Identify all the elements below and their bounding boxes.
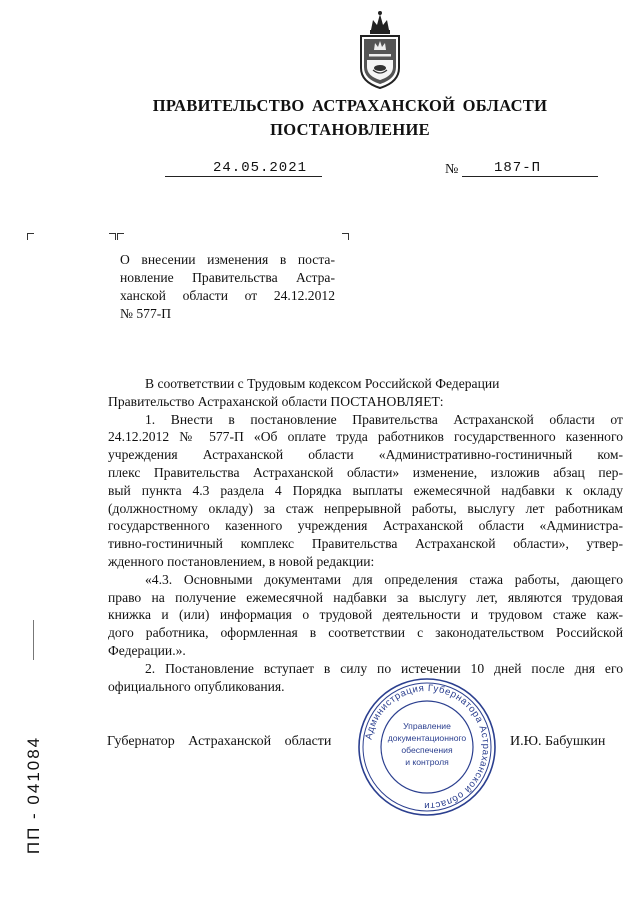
body-line: жденного постановлением, в новой редакции: — [108, 553, 375, 569]
date-underline — [165, 176, 322, 177]
subject-line: новление Правительства Астра- — [120, 270, 335, 285]
subject-line: ханской области от 24.12.2012 — [120, 288, 335, 303]
stamp-center-line: и контроля — [405, 757, 449, 767]
document-type-title: ПОСТАНОВЛЕНИЕ — [270, 120, 430, 139]
stamp-center-line: документационного — [387, 733, 467, 743]
body-line: тивно-гостиничный комплекс Правительства Астраханской области», утвер- — [108, 536, 623, 552]
subject-line: № 577-П — [120, 306, 172, 321]
document-body — [108, 375, 623, 695]
stamp-center-line: Управление — [403, 721, 451, 731]
document-date: 24.05.2021 — [213, 160, 308, 176]
body-line: 1. Внести в постановление Правительства Астраханской области от — [145, 411, 623, 427]
subject-line: О внесении изменения в поста- — [120, 252, 335, 267]
body-line: государственного казенного учреждения Астраханской области «Администра- — [108, 518, 623, 534]
document-subject — [120, 251, 335, 323]
body-line: вый пункта 4.3 раздела 4 Порядка выплаты ежемесячной надбавки к окладу — [108, 482, 623, 498]
signer-position: Губернатор Астраханской области — [107, 734, 332, 749]
form-serial-code-text: ПП - 041084 — [24, 735, 43, 855]
stamp-center-line: обеспечения — [401, 745, 453, 755]
document-number: 187-П — [494, 160, 542, 176]
official-stamp — [356, 676, 498, 818]
number-underline — [462, 176, 598, 177]
body-line: «4.3. Основными документами для определения стажа работы, дающего — [145, 571, 623, 587]
body-line: В соответствии с Трудовым кодексом Российской Федерации — [145, 376, 500, 391]
subject-corner-mark — [117, 233, 124, 240]
body-line: официального опубликования. — [108, 678, 285, 694]
stamp-ring-text: Администрация Губернатора Астраханской области — [363, 682, 492, 812]
body-line: (должностному окладу) за стаж непрерывной работы, выслугу лет работникам — [108, 500, 623, 516]
number-sign: № — [445, 162, 459, 177]
margin-mark — [33, 620, 34, 660]
form-serial-code — [23, 710, 45, 880]
subject-corner-mark — [342, 233, 349, 240]
signer-name: И.Ю. Бабушкин — [510, 734, 606, 749]
body-line: книжка и (или) информация о трудовой деятельности и трудовом стаже каж- — [108, 607, 623, 623]
address-corner-mark — [109, 233, 116, 240]
body-line: учреждения Астраханской области «Административно-гостиничный ком- — [108, 447, 623, 463]
address-corner-mark — [27, 233, 34, 240]
body-line: плекс Правительства Астраханской области» изменение, изложив абзац пер- — [108, 464, 623, 480]
coat-of-arms-emblem — [351, 10, 409, 90]
government-title: ПРАВИТЕЛЬСТВО АСТРАХАНСКОЙ ОБЛАСТИ — [152, 96, 548, 115]
body-line: Федерации.». — [108, 642, 186, 658]
body-line: дого работника, оформленная в соответствии с законодательством Российской — [108, 625, 623, 641]
body-line: 24.12.2012 № 577-П «Об оплате труда работников государственного казенного — [108, 429, 623, 445]
body-line: Правительство Астраханской области ПОСТАНОВЛЯЕТ: — [108, 393, 444, 409]
body-line: право на получение ежемесячной надбавки за выслугу лет, являются трудовая — [108, 589, 623, 605]
body-line: 2. Постановление вступает в силу по истечении 10 дней после дня его — [145, 660, 623, 676]
